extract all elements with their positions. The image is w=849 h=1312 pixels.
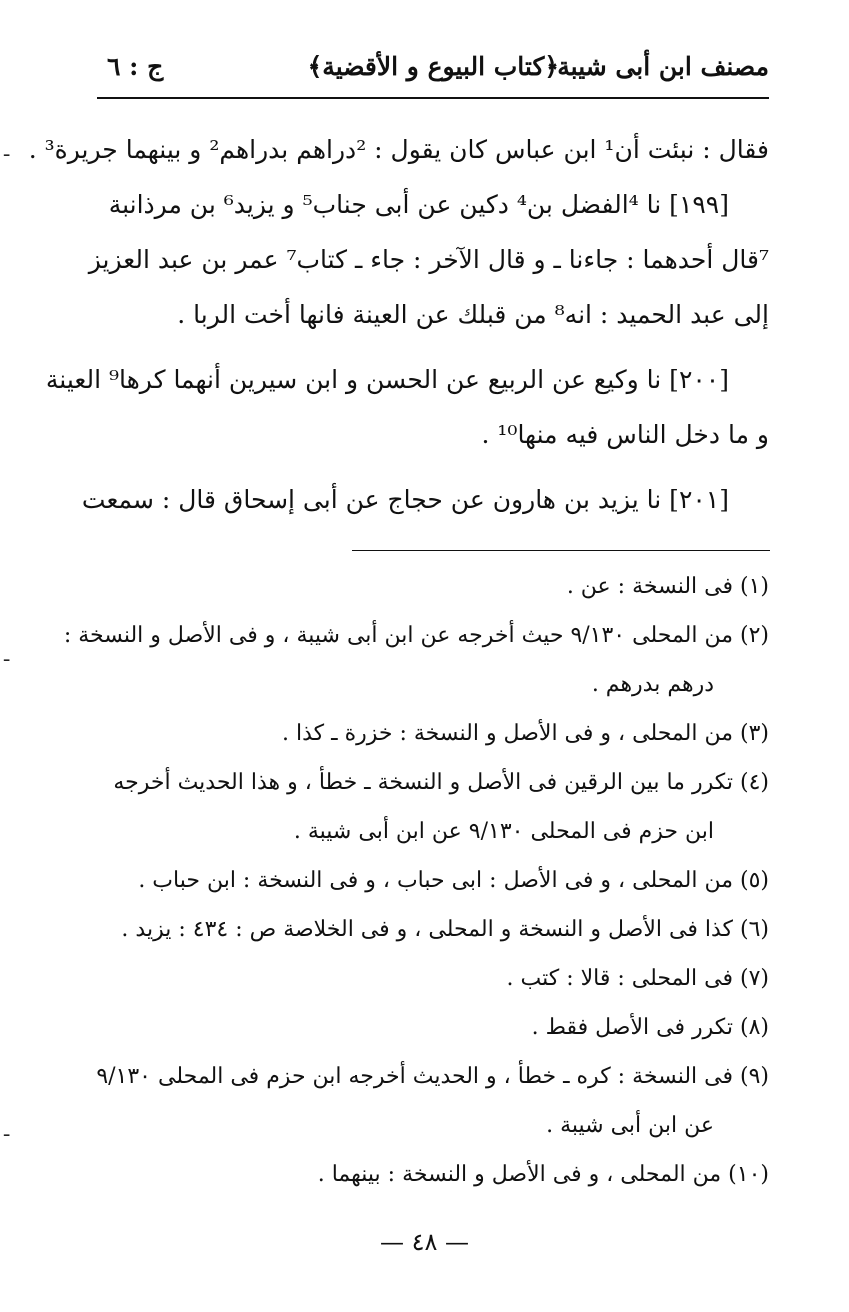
volume-label: ج : ٦ <box>107 52 164 81</box>
footnotes <box>63 562 769 1199</box>
footnote-line: (٤) تكرر ما بين الرقين فى الأصل و النسخة ـ خطأ ، و هذا الحديث أخرجه <box>113 770 769 795</box>
footnote-line: (٦) كذا فى الأصل و النسخة و المحلى ، و فى الخلاصة ص : ٤٣٤ : يزيد . <box>121 917 769 942</box>
footnote-line: (١٠) من المحلى ، و فى الأصل و النسخة : بينهما . <box>317 1162 769 1187</box>
header-divider <box>97 97 769 99</box>
text-line: إلى عبد الحميد : انه⁸ من قبلك عن العينة فانها أخت الربا . <box>177 300 769 329</box>
footnote-divider <box>352 550 770 551</box>
book-title: مصنف ابن أبى شيبة <box>557 52 769 81</box>
margin-mark-icon: ـ <box>4 645 10 666</box>
running-header <box>97 52 769 92</box>
margin-mark-icon: ـ <box>4 140 10 161</box>
text-line: [٢٠١] نا يزيد بن هارون عن حجاج عن أبى إسحاق قال : سمعت <box>81 485 729 514</box>
section-title: ﴿كتاب البيوع و الأقضية﴾ <box>307 52 559 81</box>
footnote-line: (٣) من المحلى ، و فى الأصل و النسخة : خزرة ـ كذا . <box>282 721 769 746</box>
footnote-line: (٥) من المحلى ، و فى الأصل : ابى حباب ، و فى النسخة : ابن حباب . <box>138 868 769 893</box>
text-line: [١٩٩] نا ⁴الفضل بن⁴ دكين عن أبى جناب⁵ و يزيد⁶ بن مرذانبة <box>108 190 729 219</box>
footnote-line: درهم بدرهم . <box>591 672 714 697</box>
page-number: — ٤٨ — <box>379 1228 470 1256</box>
text-line: ⁷قال أحدهما : جاءنا ـ و قال الآخر : جاء ـ كتاب⁷ عمر بن عبد العزيز <box>88 245 769 274</box>
footnote-line: عن ابن أبى شيبة . <box>546 1113 714 1138</box>
margin-mark-icon: ـ <box>4 1120 10 1141</box>
footnote-line: (٨) تكرر فى الأصل فقط . <box>531 1015 769 1040</box>
text-line: و ما دخل الناس فيه منها¹⁰ . <box>481 420 769 449</box>
text-line: فقال : نبئت أن¹ ابن عباس كان يقول : ²دراهم بدراهم² و بينهما جريرة³ . <box>28 135 769 164</box>
footnote-line: (١) فى النسخة : عن . <box>566 574 769 599</box>
text-line: [٢٠٠] نا وكيع عن الربيع عن الحسن و ابن سيرين أنهما كرها⁹ العينة <box>45 365 729 394</box>
footnote-line: (٩) فى النسخة : كره ـ خطأ ، و الحديث أخرجه ابن حزم فى المحلى ٩/١٣٠ <box>96 1064 769 1089</box>
main-text <box>28 122 769 527</box>
footnote-line: (٢) من المحلى ٩/١٣٠ حيث أخرجه عن ابن أبى شيبة ، و فى الأصل و النسخة : <box>63 623 769 648</box>
footnote-line: ابن حزم فى المحلى ٩/١٣٠ عن ابن أبى شيبة . <box>293 819 714 844</box>
footnote-line: (٧) فى المحلى : قالا : كتب . <box>506 966 769 991</box>
